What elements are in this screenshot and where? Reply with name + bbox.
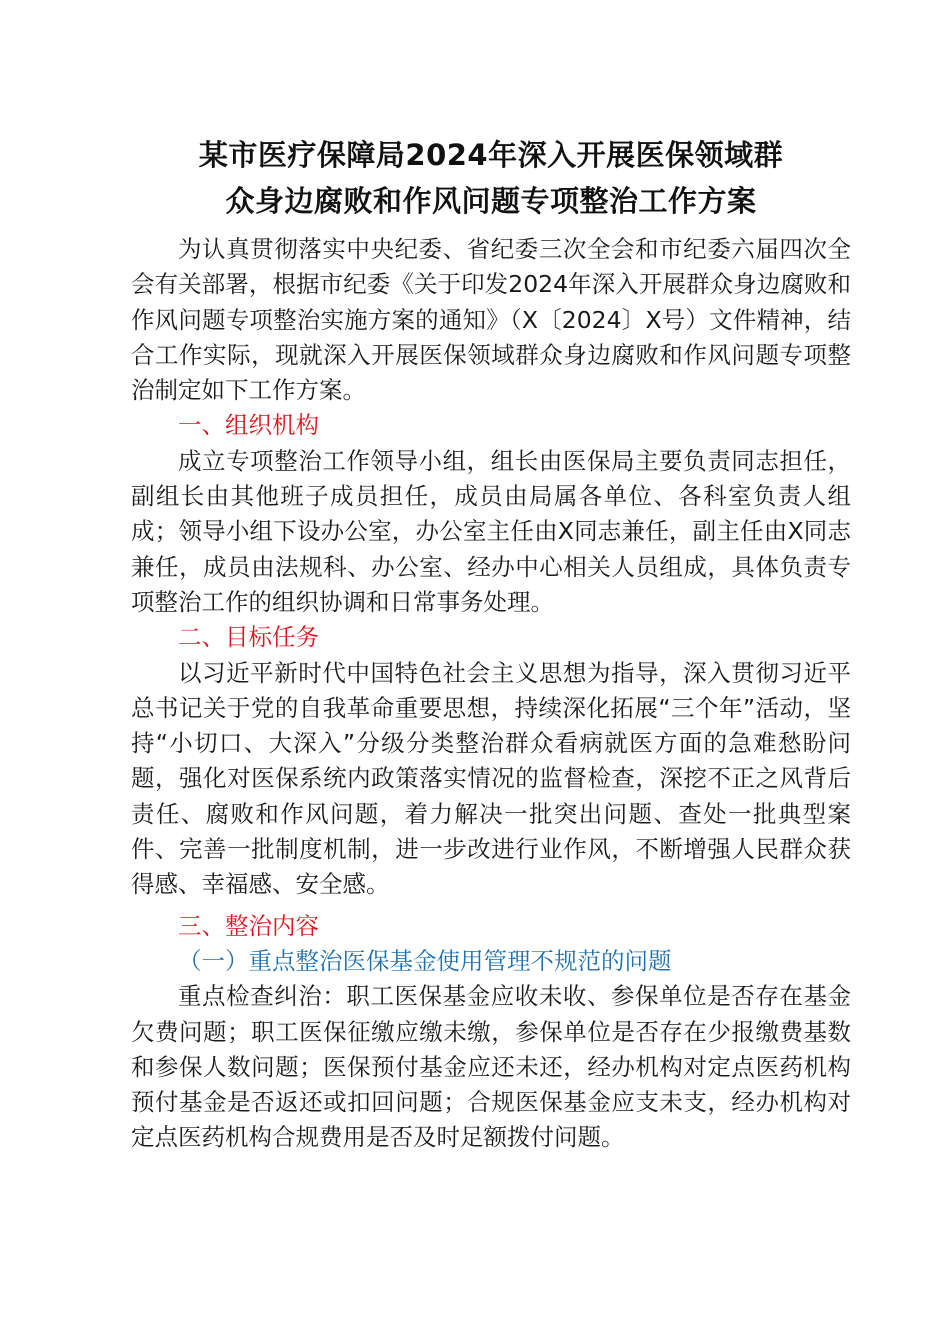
section-2-body: 以习近平新时代中国特色社会主义思想为指导，深入贯彻习近平总书记关于党的自我革命重要思想，持续深化拓展“三个年”活动，坚持“小切口、大深入”分级分类整治群众看病就医方面的急难愁盼问题，强化对医保系统内政策落实情况的监督检查，深挖不正之风背后责任、腐败和作风问题，着力解决一批突出问题、查处一批典型案件、完善一批制度机制，进一步改进行业作风，不断增强人民群众获得感、幸福感、安全感。	[131, 658, 851, 899]
section-1-heading: 一、组织机构	[178, 411, 319, 440]
document-title	[131, 132, 851, 224]
title-line-2: 众身边腐败和作风问题专项整治工作方案	[225, 184, 757, 218]
section-1-body: 成立专项整治工作领导小组，组长由医保局主要负责同志担任，副组长由其他班子成员担任，成员由局属各单位、各科室负责人组成；领导小组下设办公室，办公室主任由X同志兼任，副主任由X同志兼任，成员由法规科、办公室、经办中心相关人员组成，具体负责专项整治工作的组织协调和日常事务处理。	[131, 446, 851, 616]
section-3-sub-1-heading: （一）重点整治医保基金使用管理不规范的问题	[178, 946, 672, 975]
section-3-sub-1-body: 重点检查纠治：职工医保基金应收未收、参保单位是否存在基金欠费问题；职工医保征缴应缴未缴，参保单位是否存在少报缴费基数和参保人数问题；医保预付基金应还未还，经办机构对定点医药机构预付基金是否返还或扣回问题；合规医保基金应支未支，经办机构对定点医药机构合规费用是否及时足额拨付问题。	[131, 982, 851, 1152]
document-page	[131, 132, 851, 1156]
title-line-1: 某市医疗保障局2024年深入开展医保领域群	[198, 138, 784, 172]
intro-paragraph: 为认真贯彻落实中央纪委、省纪委三次全会和市纪委六届四次全会有关部署，根据市纪委《关于印发2024年深入开展群众身边腐败和作风问题专项整治实施方案的通知》（X〔2024〕X号）文件精神，结合工作实际，现就深入开展医保领域群众身边腐败和作风问题专项整治制定如下工作方案。	[131, 235, 851, 405]
section-3-heading: 三、整治内容	[178, 911, 319, 940]
section-2-heading: 二、目标任务	[178, 623, 319, 652]
